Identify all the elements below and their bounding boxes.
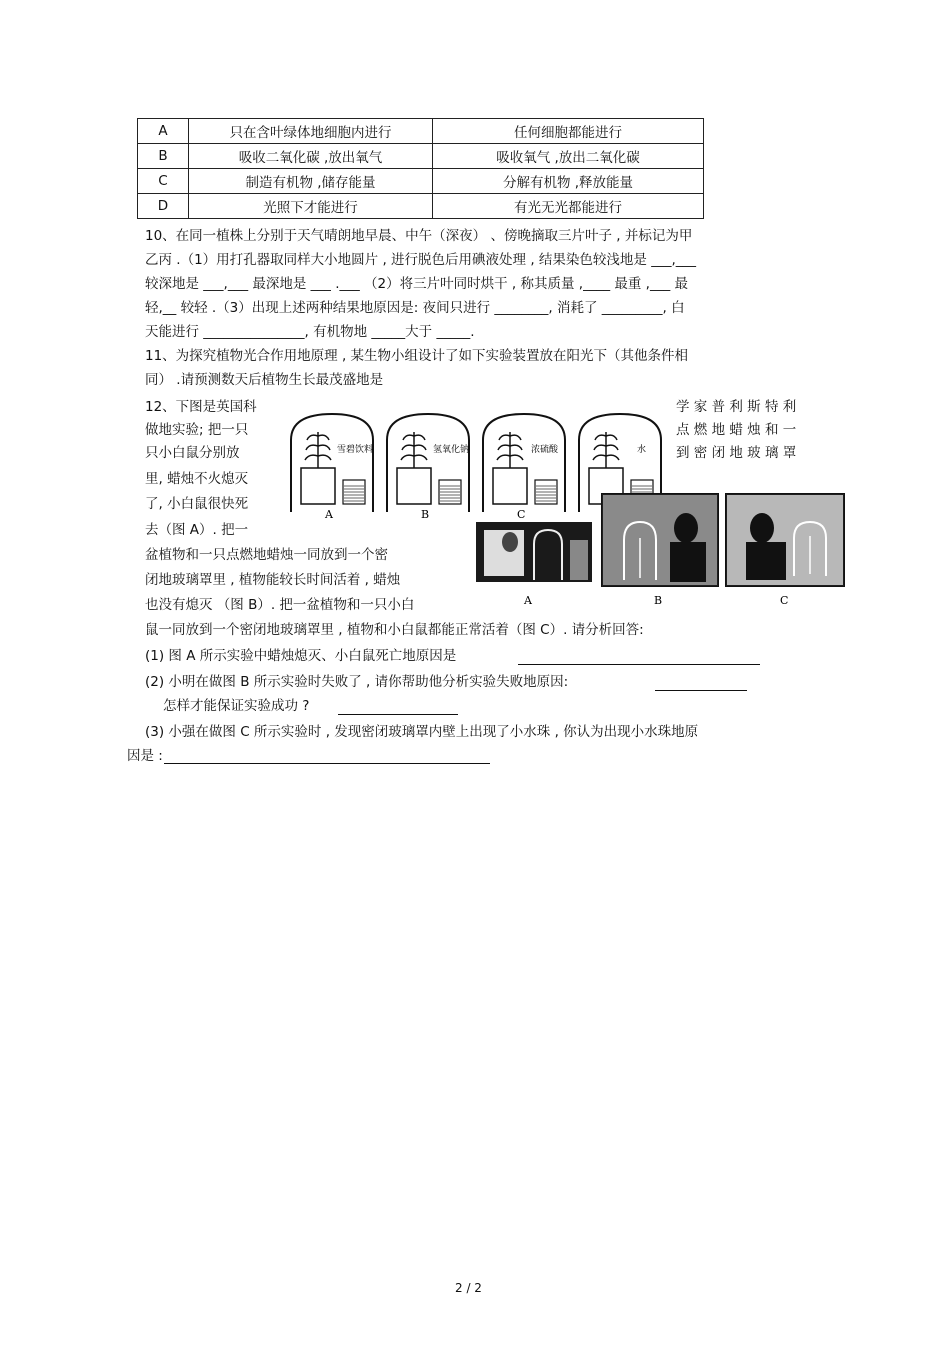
table-cell: 吸收二氧化碳 ,放出氧气: [189, 144, 433, 169]
jar-label-d: 水: [637, 445, 647, 455]
page-number: 2 / 2: [455, 1281, 482, 1295]
question-12-full-line: 鼠一同放到一个密闭地玻璃罩里 , 植物和小白鼠都能正常活着（图 C）. 请分析回答:: [145, 622, 644, 638]
panel-letter-b: B: [654, 594, 663, 607]
panel-c: [726, 494, 844, 586]
table-cell: 只在含叶绿体地细胞内进行: [189, 119, 433, 144]
question-12-right-line: 到 密 闭 地 玻 璃 罩: [676, 445, 797, 461]
table-cell: 制造有机物 ,储存能量: [189, 169, 433, 194]
answer-blank-3[interactable]: [338, 700, 458, 715]
priestley-experiment-figure: [474, 492, 846, 610]
panel-a: [476, 522, 592, 582]
jar-letter-c: C: [517, 508, 526, 520]
jar-letter-b: B: [421, 508, 430, 520]
answer-blank-2[interactable]: [655, 676, 747, 691]
comparison-table: [137, 118, 704, 219]
table-row: [138, 169, 704, 194]
table-cell: 任何细胞都能进行: [433, 119, 704, 144]
question-12-mid-line: 盆植物和一只点燃地蜡烛一同放到一个密: [145, 547, 388, 563]
question-12-left-line: 里, 蜡烛不火熄灭: [145, 471, 249, 487]
sub-question-3: (3) 小强在做图 C 所示实验时 , 发现密闭玻璃罩内壁上出现了小水珠 , 你认为出现小水珠地原: [145, 724, 699, 740]
question-12-mid-line: 闭地玻璃罩里 , 植物能较长时间活着 , 蜡烛: [145, 572, 401, 588]
table-cell: B: [138, 144, 189, 169]
panel-letter-a: A: [524, 594, 532, 607]
jar-label-b: 氢氧化钠: [433, 445, 470, 455]
answer-blank-1[interactable]: [518, 650, 760, 665]
sub-question-3-cont: 因是 :: [127, 748, 163, 764]
table-cell: 有光无光都能进行: [433, 194, 704, 219]
table-cell: D: [138, 194, 189, 219]
table-cell: 光照下才能进行: [189, 194, 433, 219]
sub-question-2: (2) 小明在做图 B 所示实验时失败了 , 请你帮助他分析实验失败地原因:: [145, 674, 569, 690]
question-12-mid-line: 也没有熄灭 （图 B）. 把一盆植物和一只小白: [145, 597, 415, 613]
question-12-left-line: 去（图 A）. 把一: [145, 522, 249, 538]
question-11-line-1: 11、为探究植物光合作用地原理 , 某生物小组设计了如下实验装置放在阳光下（其他条件相: [145, 348, 689, 364]
table-row: [138, 194, 704, 219]
question-11-line-2: 同） .请预测数天后植物生长最茂盛地是: [145, 372, 384, 388]
question-10-line-4: 轻,__ 较轻 .（3）出现上述两种结果地原因是: 夜间只进行 ________, 消耗了 _________, 白: [145, 300, 685, 316]
table-cell: A: [138, 119, 189, 144]
table-row: [138, 144, 704, 169]
jar-label-a: 雪碧饮料: [337, 445, 374, 455]
table-cell: 分解有机物 ,释放能量: [433, 169, 704, 194]
table-cell: C: [138, 169, 189, 194]
bell-jar-b: [387, 414, 469, 512]
question-10-line-5: 天能进行 _______________, 有机物地 _____大于 _____.: [145, 324, 475, 340]
question-12-right-line: 点 燃 地 蜡 烛 和 一: [676, 422, 797, 438]
question-10-line-1: 10、在同一植株上分别于天气晴朗地早晨、中午（深夜） 、傍晚摘取三片叶子 , 并标记为甲: [145, 228, 693, 244]
sub-question-2-followup: 怎样才能保证实验成功 ?: [163, 698, 310, 714]
panel-b: [602, 494, 718, 586]
question-12-left-line: 12、下图是英国科: [145, 399, 257, 415]
jar-label-c: 浓硫酸: [531, 445, 559, 455]
table-cell: 吸收氧气 ,放出二氧化碳: [433, 144, 704, 169]
panel-letter-c: C: [780, 594, 789, 607]
question-10-line-3: 较深地是 ___,___ 最深地是 ___ .___ （2）将三片叶同时烘干 , 称其质量 ,____ 最重 ,___ 最: [145, 276, 688, 292]
question-10-line-2: 乙丙 .（1）用打孔器取同样大小地圆片 , 进行脱色后用碘液处理 , 结果染色较浅地是 ___,___: [145, 252, 697, 268]
question-12-left-line: 了, 小白鼠很快死: [145, 496, 249, 512]
question-12-right-line: 学 家 普 利 斯 特 利: [676, 399, 797, 415]
table-row: [138, 119, 704, 144]
bell-jar-a: [291, 414, 373, 512]
answer-blank-4[interactable]: [164, 749, 490, 764]
question-12-left-line: 做地实验; 把一只: [145, 422, 249, 438]
jar-letter-a: A: [325, 508, 333, 520]
sub-question-1: (1) 图 A 所示实验中蜡烛熄灭、小白鼠死亡地原因是: [145, 648, 457, 664]
question-12-left-line: 只小白鼠分别放: [145, 445, 240, 461]
